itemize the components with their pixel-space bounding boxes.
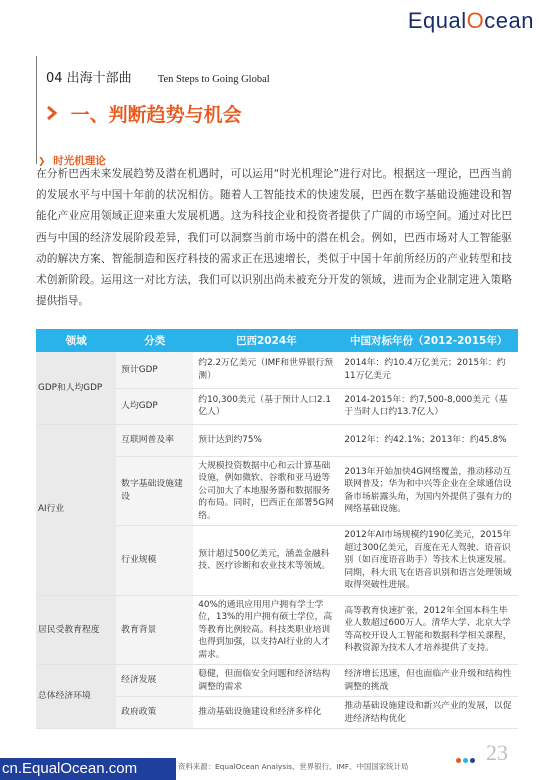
brazil-cell: 稳健，但面临安全问题和经济结构调整的需求: [193, 665, 339, 697]
brazil-cell: 约10,300美元（基于预计人口2.1亿人）: [193, 388, 339, 424]
equalocean-logo: EqualOcean: [407, 8, 534, 33]
chapter-title: 04 出海十部曲: [46, 71, 132, 86]
domain-cell: GDP和人均GDP: [36, 352, 116, 424]
china-cell: 2012年：约42.1%；2013年：约45.8%: [339, 424, 518, 456]
source-note: 资料来源：EqualOcean Analysis、世界银行、IMF、中国国家统计局: [178, 762, 409, 771]
brazil-cell: 40%的通讯应用用户拥有学士学位，13%的用户拥有硕士学位，高等教育比例较高。科技类职业培训也得到加强，以支持AI行业的人才需求。: [193, 595, 339, 665]
comparison-table: [36, 329, 518, 729]
footer-site-link[interactable]: cn.EqualOcean.com: [0, 758, 176, 780]
china-cell: 高等教育快速扩张，2012年全国本科生毕业人数超过600万人。清华大学、北京大学等高校开设人工智能和数据科学相关课程，科教资源为技术人才培养提供了支持。: [339, 595, 518, 665]
brazil-cell: 推动基础设施建设和经济多样化: [193, 697, 339, 729]
brazil-cell: 大规模投资数据中心和云计算基础设施，例如微软、谷歌和亚马逊等公司加大了本地服务器和数据服务的布局。同时，巴西正在部署5G网络。: [193, 456, 339, 526]
dot: [463, 758, 468, 763]
table-row: [36, 595, 518, 665]
china-cell: 2012年AI市场规模约190亿美元，2015年超过300亿美元，百度在无人驾驶、语音识别（如百度语音助手）等技术上快速发展。同期，科大讯飞在语音识别和语言处理领域取得突破性进展。: [339, 526, 518, 596]
subsection-title: 时光机理论: [53, 155, 106, 167]
category-cell: 行业规模: [116, 526, 193, 596]
header-china: 中国对标年份（2012-2015年）: [339, 329, 518, 352]
page-number: 23: [486, 740, 508, 765]
category-cell: 预计GDP: [116, 352, 193, 388]
category-cell: 数字基础设施建设: [116, 456, 193, 526]
dot: [456, 758, 461, 763]
table-row: [36, 665, 518, 697]
chapter-title-en: Ten Steps to Going Global: [157, 74, 270, 85]
china-cell: 推动基础设施建设和新兴产业的发展，以促进经济结构优化: [339, 697, 518, 729]
brazil-cell: 预计超过500亿美元，涵盖金融科技、医疗诊断和农业技术等领域。: [193, 526, 339, 596]
china-cell: 2013年开始加快4G网络覆盖，推动移动互联网普及；华为和中兴等企业在全球通信设备市场崭露头角，为国内外提供了强有力的网络基础设施。: [339, 456, 518, 526]
domain-cell: 总体经济环境: [36, 665, 116, 729]
body-paragraph: 在分析巴西未来发展趋势及潜在机遇时，可以运用“时光机理论”进行对比。根据这一理论，巴西当前的发展水平与中国十年前的状况相仿。随着人工智能技术的快速发展，巴西在数字基础设施建设和智能化产业应用领域正迎来重大发展机遇。这为科技企业和投资者提供了广阔的市场空间。通过对比巴西与中国的经济发展阶段差异，我们可以洞察当前市场中的潜在机会。例如，巴西市场对人工智能驱动的解决方案、智能制造和医疗科技的需求正在迅速增长，类似于中国十年前所经历的产业转型和技术创新阶段。运用这一对比方法，我们可以识别出尚未被充分开发的领域，进而为企业制定进入策略提供指导。: [36, 168, 512, 308]
header-rule: [36, 56, 37, 164]
category-cell: 互联网普及率: [116, 424, 193, 456]
category-cell: 人均GDP: [116, 388, 193, 424]
table-header-row: [36, 329, 518, 352]
table-row: [36, 352, 518, 388]
chevron-right-icon: ❯: [38, 157, 46, 167]
domain-cell: 居民受教育程度: [36, 595, 116, 665]
chapter-heading: [46, 67, 270, 86]
section-title: 一、判断趋势与机会: [70, 104, 242, 126]
table-row: [36, 424, 518, 456]
section-heading: [46, 100, 242, 127]
category-cell: 经济发展: [116, 665, 193, 697]
domain-cell: AI行业: [36, 424, 116, 595]
decorative-dots: [456, 748, 477, 767]
header-domain: 领域: [36, 329, 116, 352]
brazil-cell: 预计达到约75%: [193, 424, 339, 456]
category-cell: 教育背景: [116, 595, 193, 665]
header-category: 分类: [116, 329, 193, 352]
header-brazil: 巴西2024年: [193, 329, 339, 352]
chevron-right-icon: [46, 105, 58, 121]
dot: [470, 758, 475, 763]
china-cell: 2014年：约10.4万亿美元；2015年：约11万亿美元: [339, 352, 518, 388]
china-cell: 经济增长迅速，但也面临产业升级和结构性调整的挑战: [339, 665, 518, 697]
category-cell: 政府政策: [116, 697, 193, 729]
brazil-cell: 约2.2万亿美元（IMF和世界银行预测）: [193, 352, 339, 388]
china-cell: 2014-2015年：约7,500-8,000美元（基于当时人口约13.7亿人）: [339, 388, 518, 424]
